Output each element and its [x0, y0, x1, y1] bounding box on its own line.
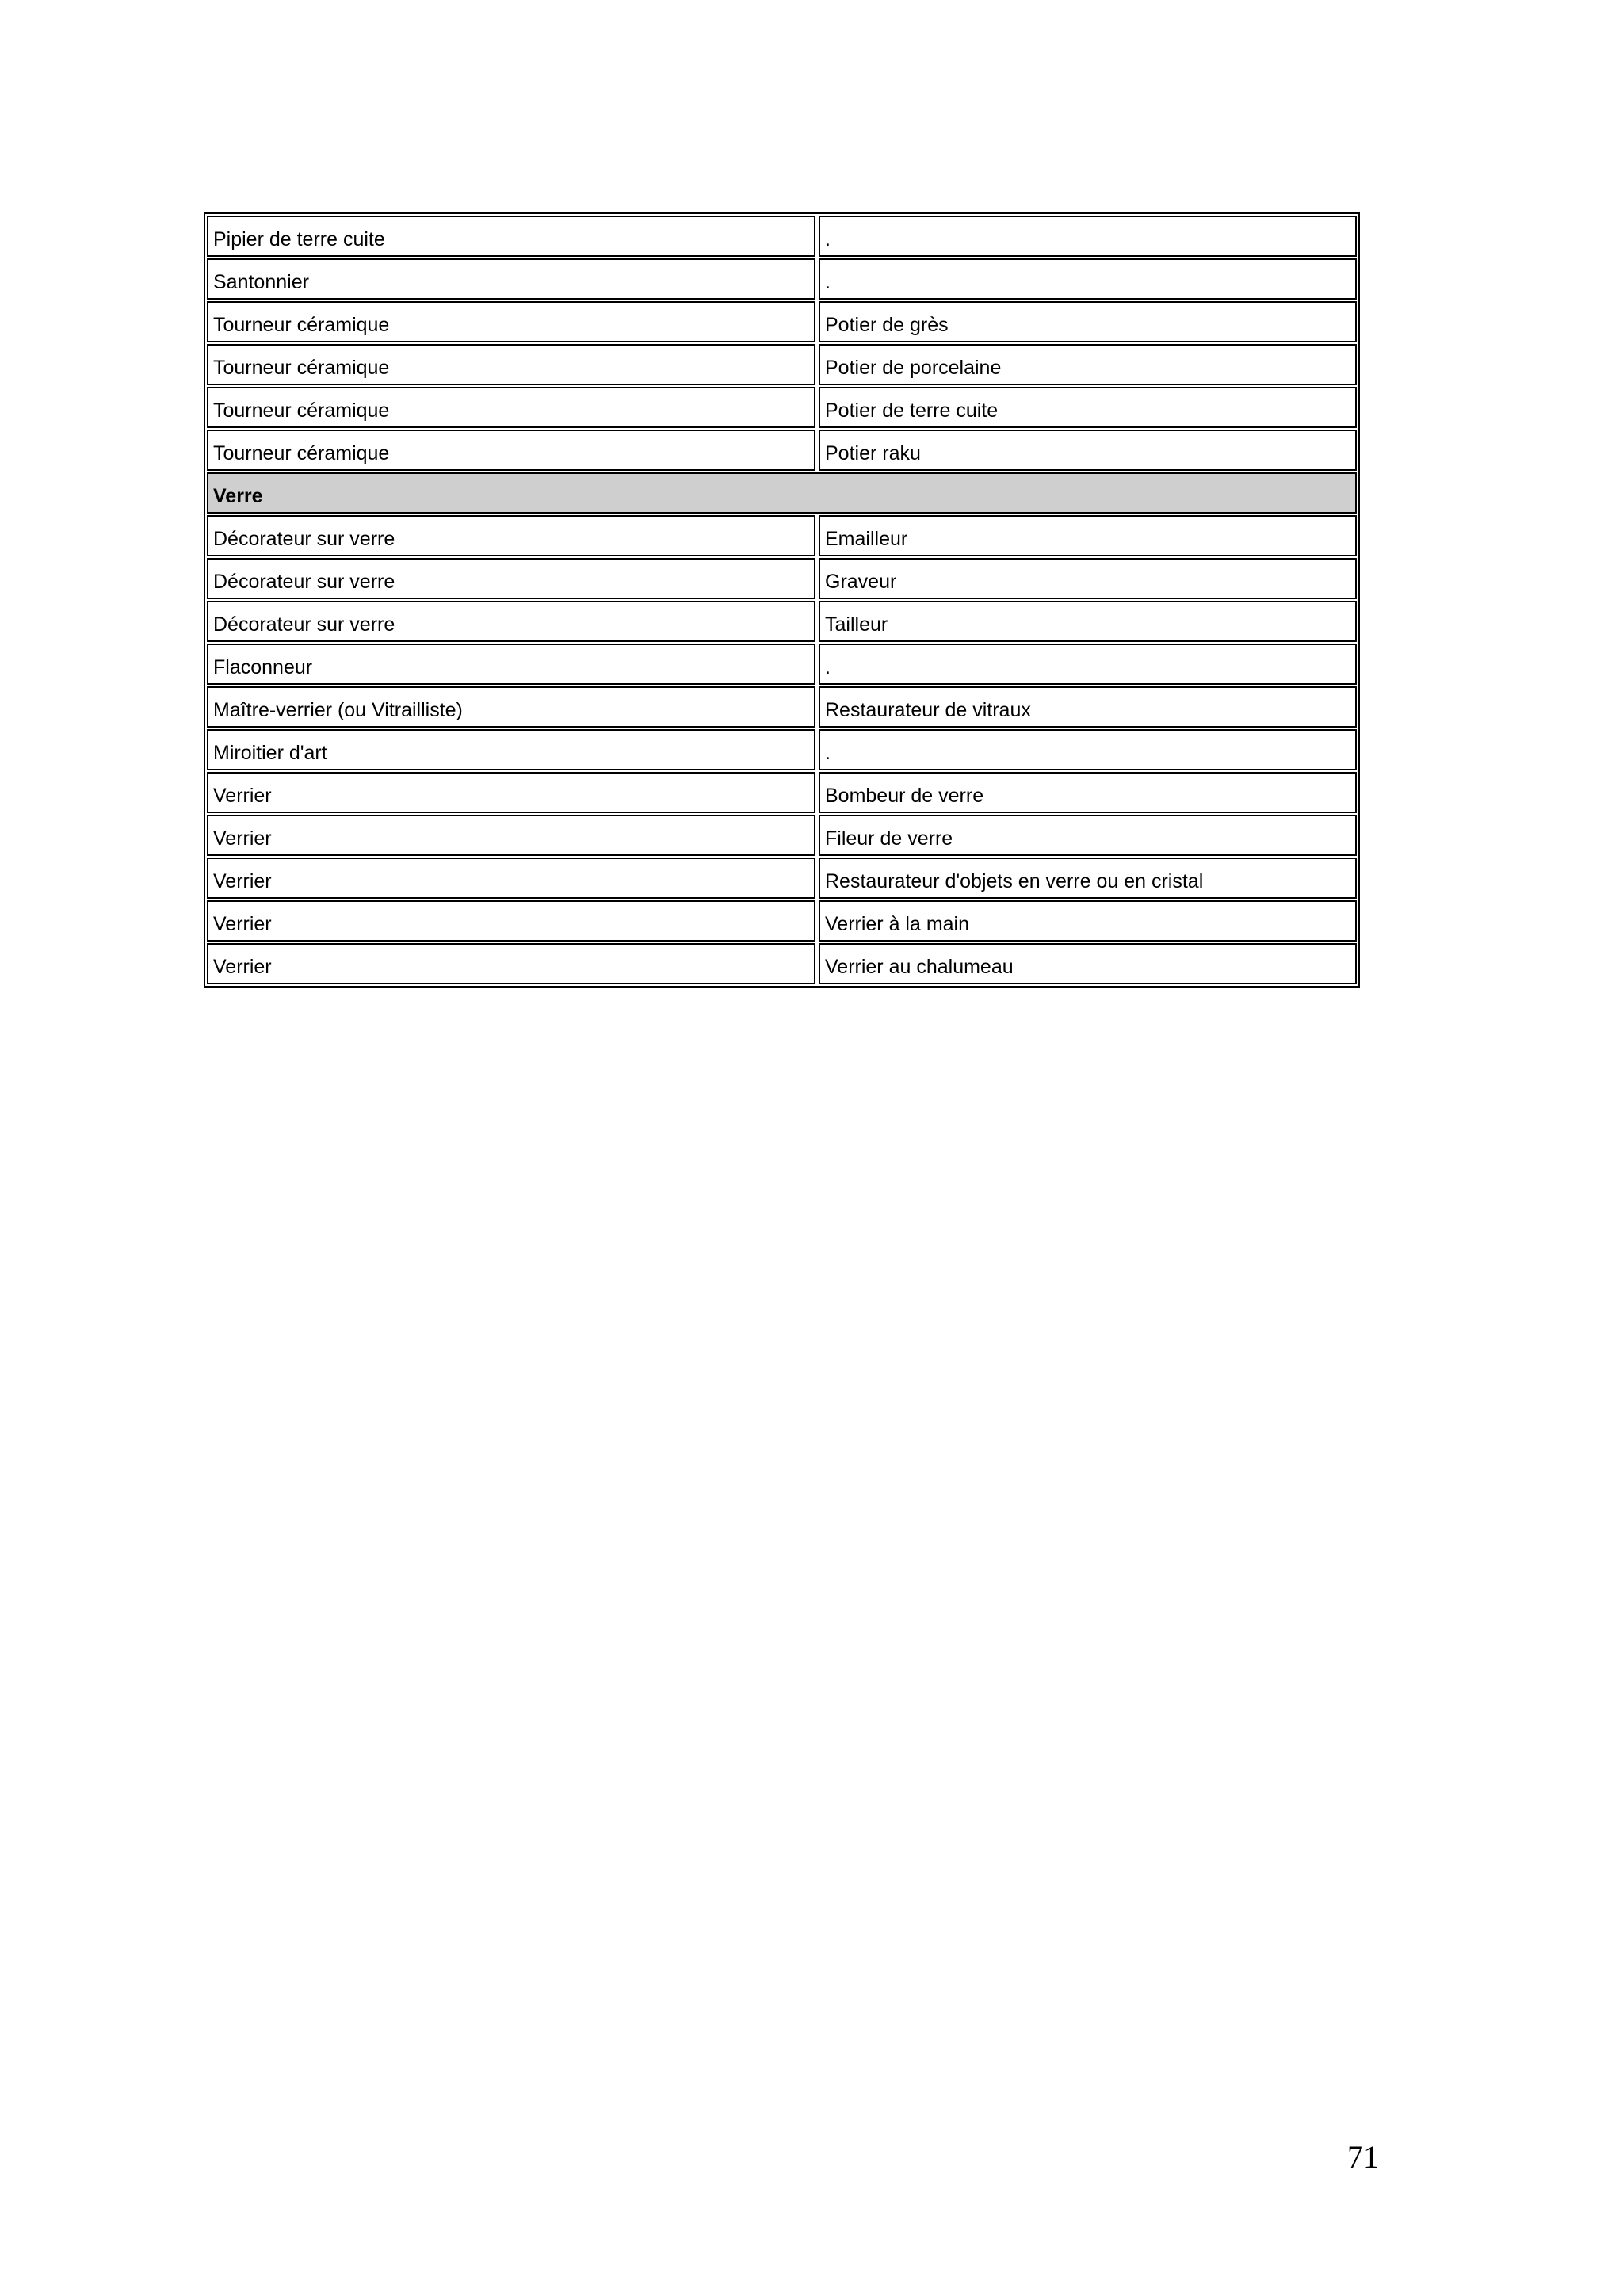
trade-cell: Verrier: [207, 772, 815, 813]
table-row: [207, 430, 1357, 471]
specialty-cell: Restaurateur d'objets en verre ou en cristal: [819, 858, 1357, 899]
specialty-cell: Potier de porcelaine: [819, 344, 1357, 385]
specialty-cell: Bombeur de verre: [819, 772, 1357, 813]
trades-table: [204, 212, 1360, 988]
trade-cell: Pipier de terre cuite: [207, 216, 815, 257]
page-number: 71: [1347, 2139, 1379, 2175]
trade-cell: Décorateur sur verre: [207, 601, 815, 642]
table-row: [207, 344, 1357, 385]
table-row: [207, 387, 1357, 428]
table-row: [207, 815, 1357, 856]
table-row: [207, 772, 1357, 813]
table-row: [207, 258, 1357, 300]
table-row: [207, 729, 1357, 770]
table-row: [207, 301, 1357, 342]
specialty-cell: Potier raku: [819, 430, 1357, 471]
trade-cell: Tourneur céramique: [207, 301, 815, 342]
table-row: [207, 858, 1357, 899]
trade-cell: Flaconneur: [207, 644, 815, 685]
trade-cell: Tourneur céramique: [207, 387, 815, 428]
trade-cell: Verrier: [207, 815, 815, 856]
trade-cell: Santonnier: [207, 258, 815, 300]
trade-cell: Maître-verrier (ou Vitrailliste): [207, 686, 815, 728]
specialty-cell: Potier de grès: [819, 301, 1357, 342]
specialty-cell: Potier de terre cuite: [819, 387, 1357, 428]
specialty-cell: .: [819, 644, 1357, 685]
specialty-cell: Restaurateur de vitraux: [819, 686, 1357, 728]
table-row: [207, 943, 1357, 984]
trade-cell: Miroitier d'art: [207, 729, 815, 770]
table-row: [207, 686, 1357, 728]
table-row: [207, 515, 1357, 556]
specialty-cell: Graveur: [819, 558, 1357, 599]
specialty-cell: Tailleur: [819, 601, 1357, 642]
trade-cell: Décorateur sur verre: [207, 558, 815, 599]
trade-cell: Verrier: [207, 858, 815, 899]
table-row: [207, 558, 1357, 599]
specialty-cell: Emailleur: [819, 515, 1357, 556]
specialty-cell: .: [819, 258, 1357, 300]
section-header-row: [207, 472, 1357, 514]
trade-cell: Tourneur céramique: [207, 430, 815, 471]
table-row: [207, 644, 1357, 685]
section-header-cell: Verre: [207, 472, 1357, 514]
trade-cell: Tourneur céramique: [207, 344, 815, 385]
specialty-cell: Fileur de verre: [819, 815, 1357, 856]
trade-cell: Verrier: [207, 943, 815, 984]
table-row: [207, 900, 1357, 942]
table-row: [207, 216, 1357, 257]
table-row: [207, 601, 1357, 642]
specialty-cell: Verrier au chalumeau: [819, 943, 1357, 984]
specialty-cell: .: [819, 216, 1357, 257]
trade-cell: Verrier: [207, 900, 815, 942]
specialty-cell: .: [819, 729, 1357, 770]
specialty-cell: Verrier à la main: [819, 900, 1357, 942]
trade-cell: Décorateur sur verre: [207, 515, 815, 556]
